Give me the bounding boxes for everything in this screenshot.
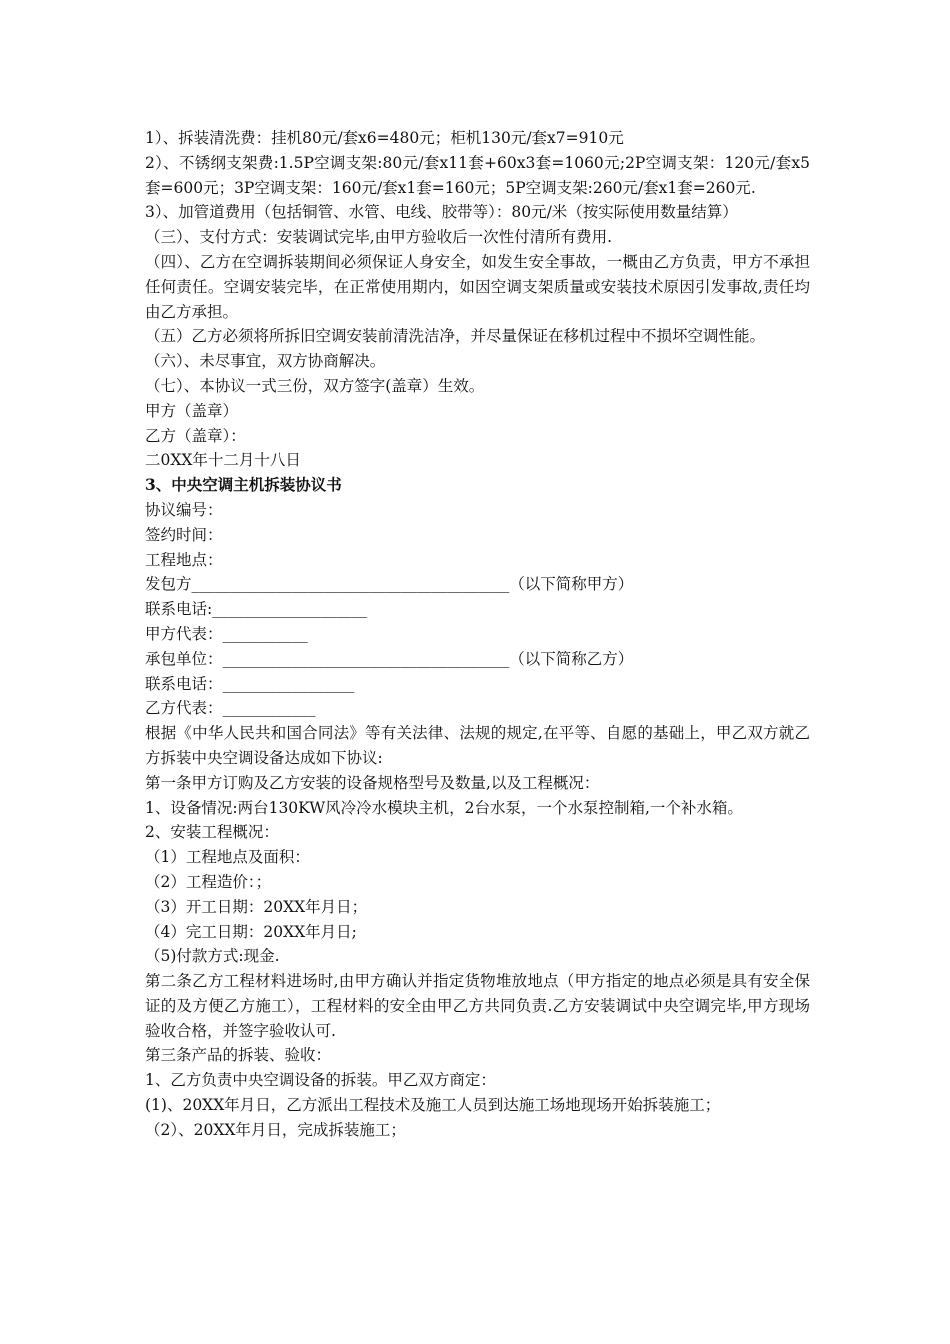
overview-location: （1）工程地点及面积：: [145, 848, 310, 867]
agreement-number: 协议编号：: [145, 500, 223, 519]
contractor-rep: 乙方代表：____________: [145, 699, 316, 718]
project-overview: 2、安装工程概况：: [145, 823, 279, 842]
project-location: 工程地点：: [145, 550, 223, 569]
contractor-phone: 联系电话：_________________: [145, 674, 355, 693]
fee-cleaning: 1）、拆装清洗费：挂机80元/套x6=480元；柜机130元/套x7=910元: [145, 129, 624, 147]
article-3-sub-1: (1)、20XX年月日，乙方派出工程技术及施工人员到达施工场地现场开始拆装施工；: [145, 1096, 721, 1115]
article-3: 第三条产品的拆装、验收：: [145, 1046, 332, 1065]
party-a-seal: 甲方（盖章）: [145, 401, 239, 420]
article-3-item-1: 1、乙方负责中央空调设备的拆装。甲乙双方商定：: [145, 1071, 496, 1090]
fee-bracket: 2）、不锈纲支架费:1.5P空调支架:80元/套x11套+60x3套=1060元;2P空调支架：120元/套x5套=600元；3P空调支架：160元/套x1套=160元；5P空调支架:260元/套x1套=260元.: [145, 153, 810, 197]
party-b-seal: 乙方（盖章）：: [145, 426, 246, 445]
overview-payment: （5)付款方式:现金.: [145, 947, 280, 966]
section-title: 3、中央空调主机拆装协议书: [145, 475, 342, 495]
employer-rep: 甲方代表：___________: [145, 624, 308, 643]
signing-date: 二0XX年十二月十八日: [145, 451, 301, 470]
overview-cost: （2）工程造价：；: [145, 872, 272, 891]
overview-start: （3）开工日期：20XX年月日；: [145, 897, 368, 916]
signing-time: 签约时间：: [145, 525, 223, 544]
overview-end: （4）完工日期：20XX年月日;: [145, 922, 357, 941]
clause-copies: （七）、本协议一式三份，双方签字(盖章）生效。: [145, 376, 485, 395]
clause-negotiation: （六）、未尽事宜，双方协商解决。: [145, 352, 386, 371]
article-2: 第二条乙方工程材料进场时,由甲方确认并指定货物堆放地点（甲方指定的地点必须是具有安全保证的及方便乙方施工），工程材料的安全由甲乙方共同负责.乙方安装调试中央空调完毕,甲方现场验收合格，并签字验收认可.: [145, 972, 810, 1040]
equipment-info: 1、设备情况:两台130KW风冷冷水模块主机，2台水泵，一个水泵控制箱,一个补水箱。: [145, 798, 743, 817]
clause-payment: （三）、支付方式：安装调试完毕,由甲方验收后一次性付清所有费用.: [145, 228, 613, 247]
document-page: [145, 126, 810, 1143]
employer-phone: 联系电话:____________________: [145, 600, 368, 619]
contractor-field: 承包单位：_____________________________________（以下简称乙方）: [145, 649, 634, 668]
clause-cleaning: （五）乙方必须将所拆旧空调安装前清洗洁净，并尽量保证在移机过程中不损坏空调性能。: [145, 327, 766, 346]
employer-field: 发包方_________________________________________（以下简称甲方）: [145, 575, 634, 594]
article-3-sub-2: （2）、20XX年月日，完成拆装施工；: [145, 1120, 406, 1139]
fee-pipe: 3）、加管道费用（包括铜管、水管、电线、胶带等）：80元/米（按实际使用数量结算）: [145, 203, 738, 222]
preamble: 根据《中华人民共和国合同法》等有关法律、法规的规定,在平等、自愿的基础上，甲乙双方就乙方拆装中央空调设备达成如下协议:: [145, 724, 810, 767]
clause-safety: （四）、乙方在空调拆装期间必须保证人身安全，如发生安全事故，一概由乙方负责，甲方不承担任何责任。空调安装完毕，在正常使用期内，如因空调支架质量或安装技术原因引发事故,责任均由乙方承担。: [145, 252, 810, 321]
article-1: 第一条甲方订购及乙方安装的设备规格型号及数量,以及工程概况：: [145, 773, 600, 792]
